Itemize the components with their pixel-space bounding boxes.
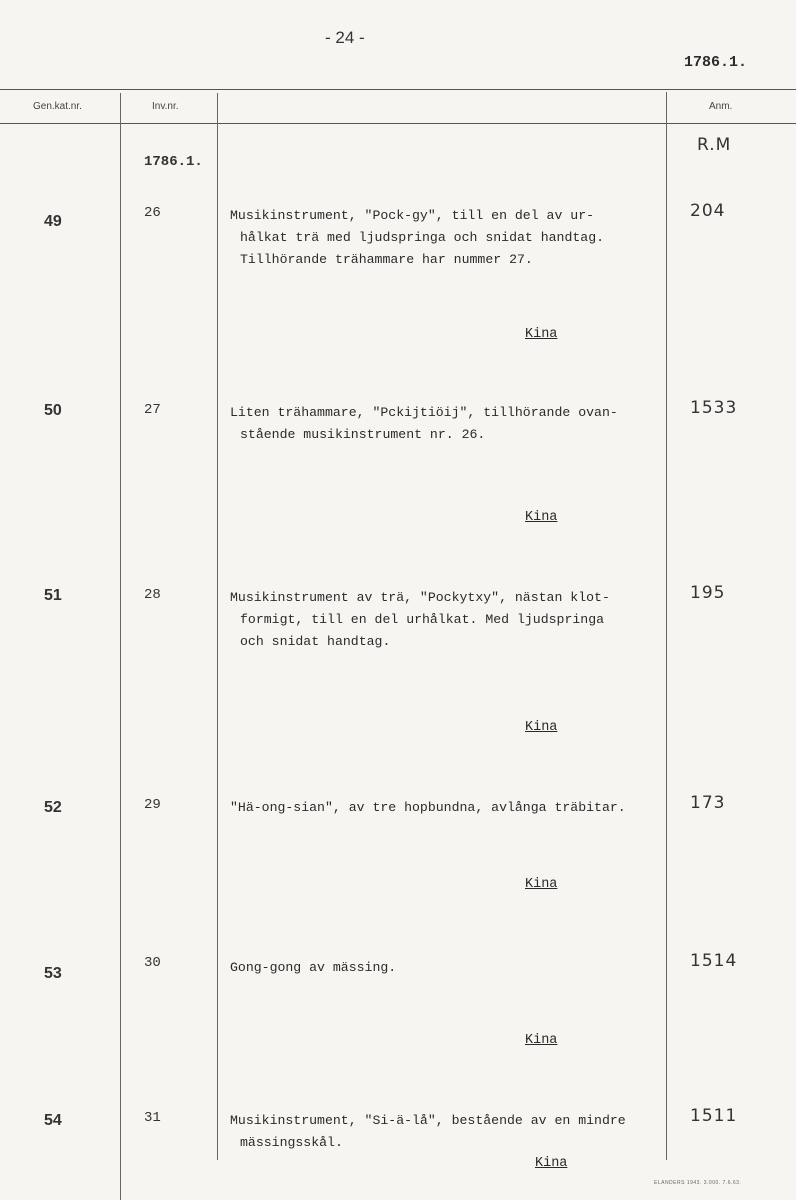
description-line: och snidat handtag. (240, 634, 391, 649)
anm-value: 173 (690, 793, 726, 813)
gen-kat-nr: 53 (44, 965, 62, 982)
entry-description (230, 402, 670, 446)
description-line: stående musikinstrument nr. 26. (240, 427, 486, 442)
description-line: "Hä-ong-sian", av tre hopbundna, avlånga träbitar. (230, 800, 626, 815)
gen-kat-nr: 50 (44, 402, 62, 419)
description-line: formigt, till en del urhålkat. Med ljudspringa (240, 612, 605, 627)
column-header-anm: Anm. (709, 101, 733, 112)
gen-kat-nr: 51 (44, 587, 62, 604)
entry-row (0, 583, 796, 735)
entry-row (0, 951, 796, 1095)
description-line: Musikinstrument av trä, "Pockytxy", nästan klot- (230, 590, 610, 605)
inv-nr: 29 (144, 797, 161, 813)
description-line: Gong-gong av mässing. (230, 960, 397, 975)
inv-nr: 28 (144, 587, 161, 603)
entry-row (0, 398, 796, 542)
anm-value: 204 (690, 201, 726, 221)
inv-nr: 30 (144, 955, 161, 971)
anm-value: 1533 (690, 398, 738, 418)
place-label: Kina (525, 877, 558, 892)
entry-description (230, 587, 670, 653)
place-label: Kina (535, 1156, 568, 1171)
table-top-rule (0, 89, 796, 90)
page-number: - 24 - (325, 28, 365, 47)
entry-row (0, 1106, 796, 1180)
gen-kat-nr: 52 (44, 799, 62, 816)
anm-top-note: R.M (697, 135, 732, 155)
printer-footer: ELANDERS 1943. 3.000. 7.6.63. (654, 1180, 742, 1186)
catalog-reference: 1786.1. (684, 54, 748, 71)
place-label: Kina (525, 720, 558, 735)
inv-sub-header: 1786.1. (144, 154, 203, 170)
inv-nr: 31 (144, 1110, 161, 1126)
entry-row (0, 201, 796, 345)
anm-value: 1514 (690, 951, 738, 971)
entry-row (0, 793, 796, 937)
description-line: Musikinstrument, "Si-ä-lå", bestående av en mindre (230, 1113, 626, 1128)
inv-nr: 26 (144, 205, 161, 221)
description-line: Musikinstrument, "Pock-gy", till en del av ur- (230, 208, 595, 223)
entry-description (230, 797, 670, 819)
gen-kat-nr: 49 (44, 213, 62, 230)
column-header-inv-nr: Inv.nr. (152, 101, 179, 112)
description-line: Liten trähammare, "Pckijtiöij", tillhörande ovan- (230, 405, 618, 420)
description-line: Tillhörande trähammare har nummer 27. (240, 252, 533, 267)
gen-kat-nr: 54 (44, 1112, 62, 1129)
inv-nr: 27 (144, 402, 161, 418)
place-label: Kina (525, 510, 558, 525)
anm-value: 1511 (690, 1106, 738, 1126)
entry-description (230, 957, 670, 979)
column-header-gen-kat-nr: Gen.kat.nr. (33, 101, 82, 112)
description-line: mässingsskål. (240, 1135, 343, 1150)
description-line: hålkat trä med ljudspringa och snidat handtag. (240, 230, 605, 245)
entry-description (230, 205, 670, 271)
place-label: Kina (525, 327, 558, 342)
place-label: Kina (525, 1033, 558, 1048)
anm-value: 195 (690, 583, 726, 603)
entry-description (230, 1110, 670, 1154)
